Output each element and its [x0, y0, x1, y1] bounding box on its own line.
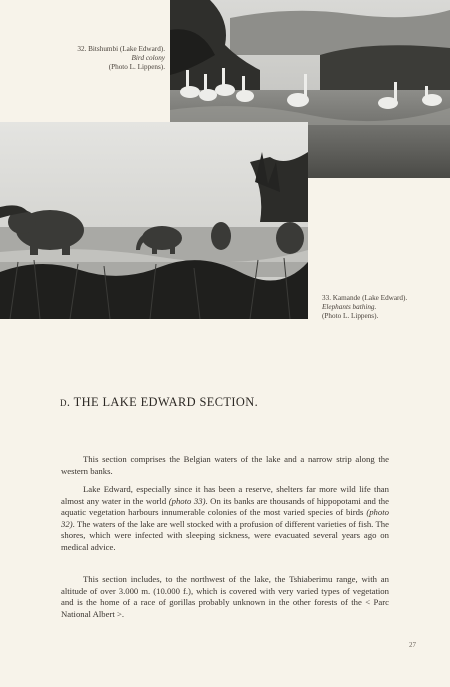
paragraph-intro: This section comprises the Belgian waters of the lake and a narrow strip along the western banks.: [61, 454, 389, 476]
caption-33-location: 33. Kamande (Lake Edward).: [322, 294, 408, 302]
photo-32-reference: (photo 32): [61, 507, 389, 529]
paragraph-lake-edward: [61, 484, 389, 553]
caption-32-subject: Bird colony: [131, 54, 165, 62]
paragraph-lake-edward-part-c: . The waters of the lake are well stocked with a profusion of different varieties of fish. The shores, which were infected with sleeping sickness, were evacuated several years ago on medical advice.: [61, 518, 389, 552]
caption-32-location: 32. Bitshumbi (Lake Edward).: [77, 45, 165, 53]
photo-elephants-bathing: [0, 122, 308, 319]
caption-33-subject: Elephants bathing.: [322, 303, 377, 311]
paragraph-tshiaberimu: This section includes, to the northwest of the lake, the Tshiaberimu range, with an altitude of over 3.000 m. (10.000 f.), which is covered with very varied types of vegetation and is the home of a race of gorillas probably unknown in the other forests of the < Parc National Albert >.: [61, 574, 389, 619]
photo-33-reference: (photo 33): [168, 495, 206, 506]
paragraph-lake-edward-part-a: Lake Edward, especially since it has been a reserve, shelters far more wild life than almost any water in the world: [61, 484, 389, 506]
page-number: 27: [409, 641, 416, 649]
section-heading: d. THE LAKE EDWARD SECTION.: [60, 395, 259, 409]
caption-32-credit: (Photo L. Lippens).: [108, 63, 165, 71]
caption-33-credit: (Photo L. Lippens).: [322, 312, 379, 320]
photo-33-caption: [322, 294, 447, 321]
paragraph-lake-edward-part-b: . On its banks are thousands of hippopotami and the aquatic vegetation harbours innumerable colonies of the most varied species of birds: [61, 495, 390, 517]
photo-32-caption: [47, 45, 165, 72]
